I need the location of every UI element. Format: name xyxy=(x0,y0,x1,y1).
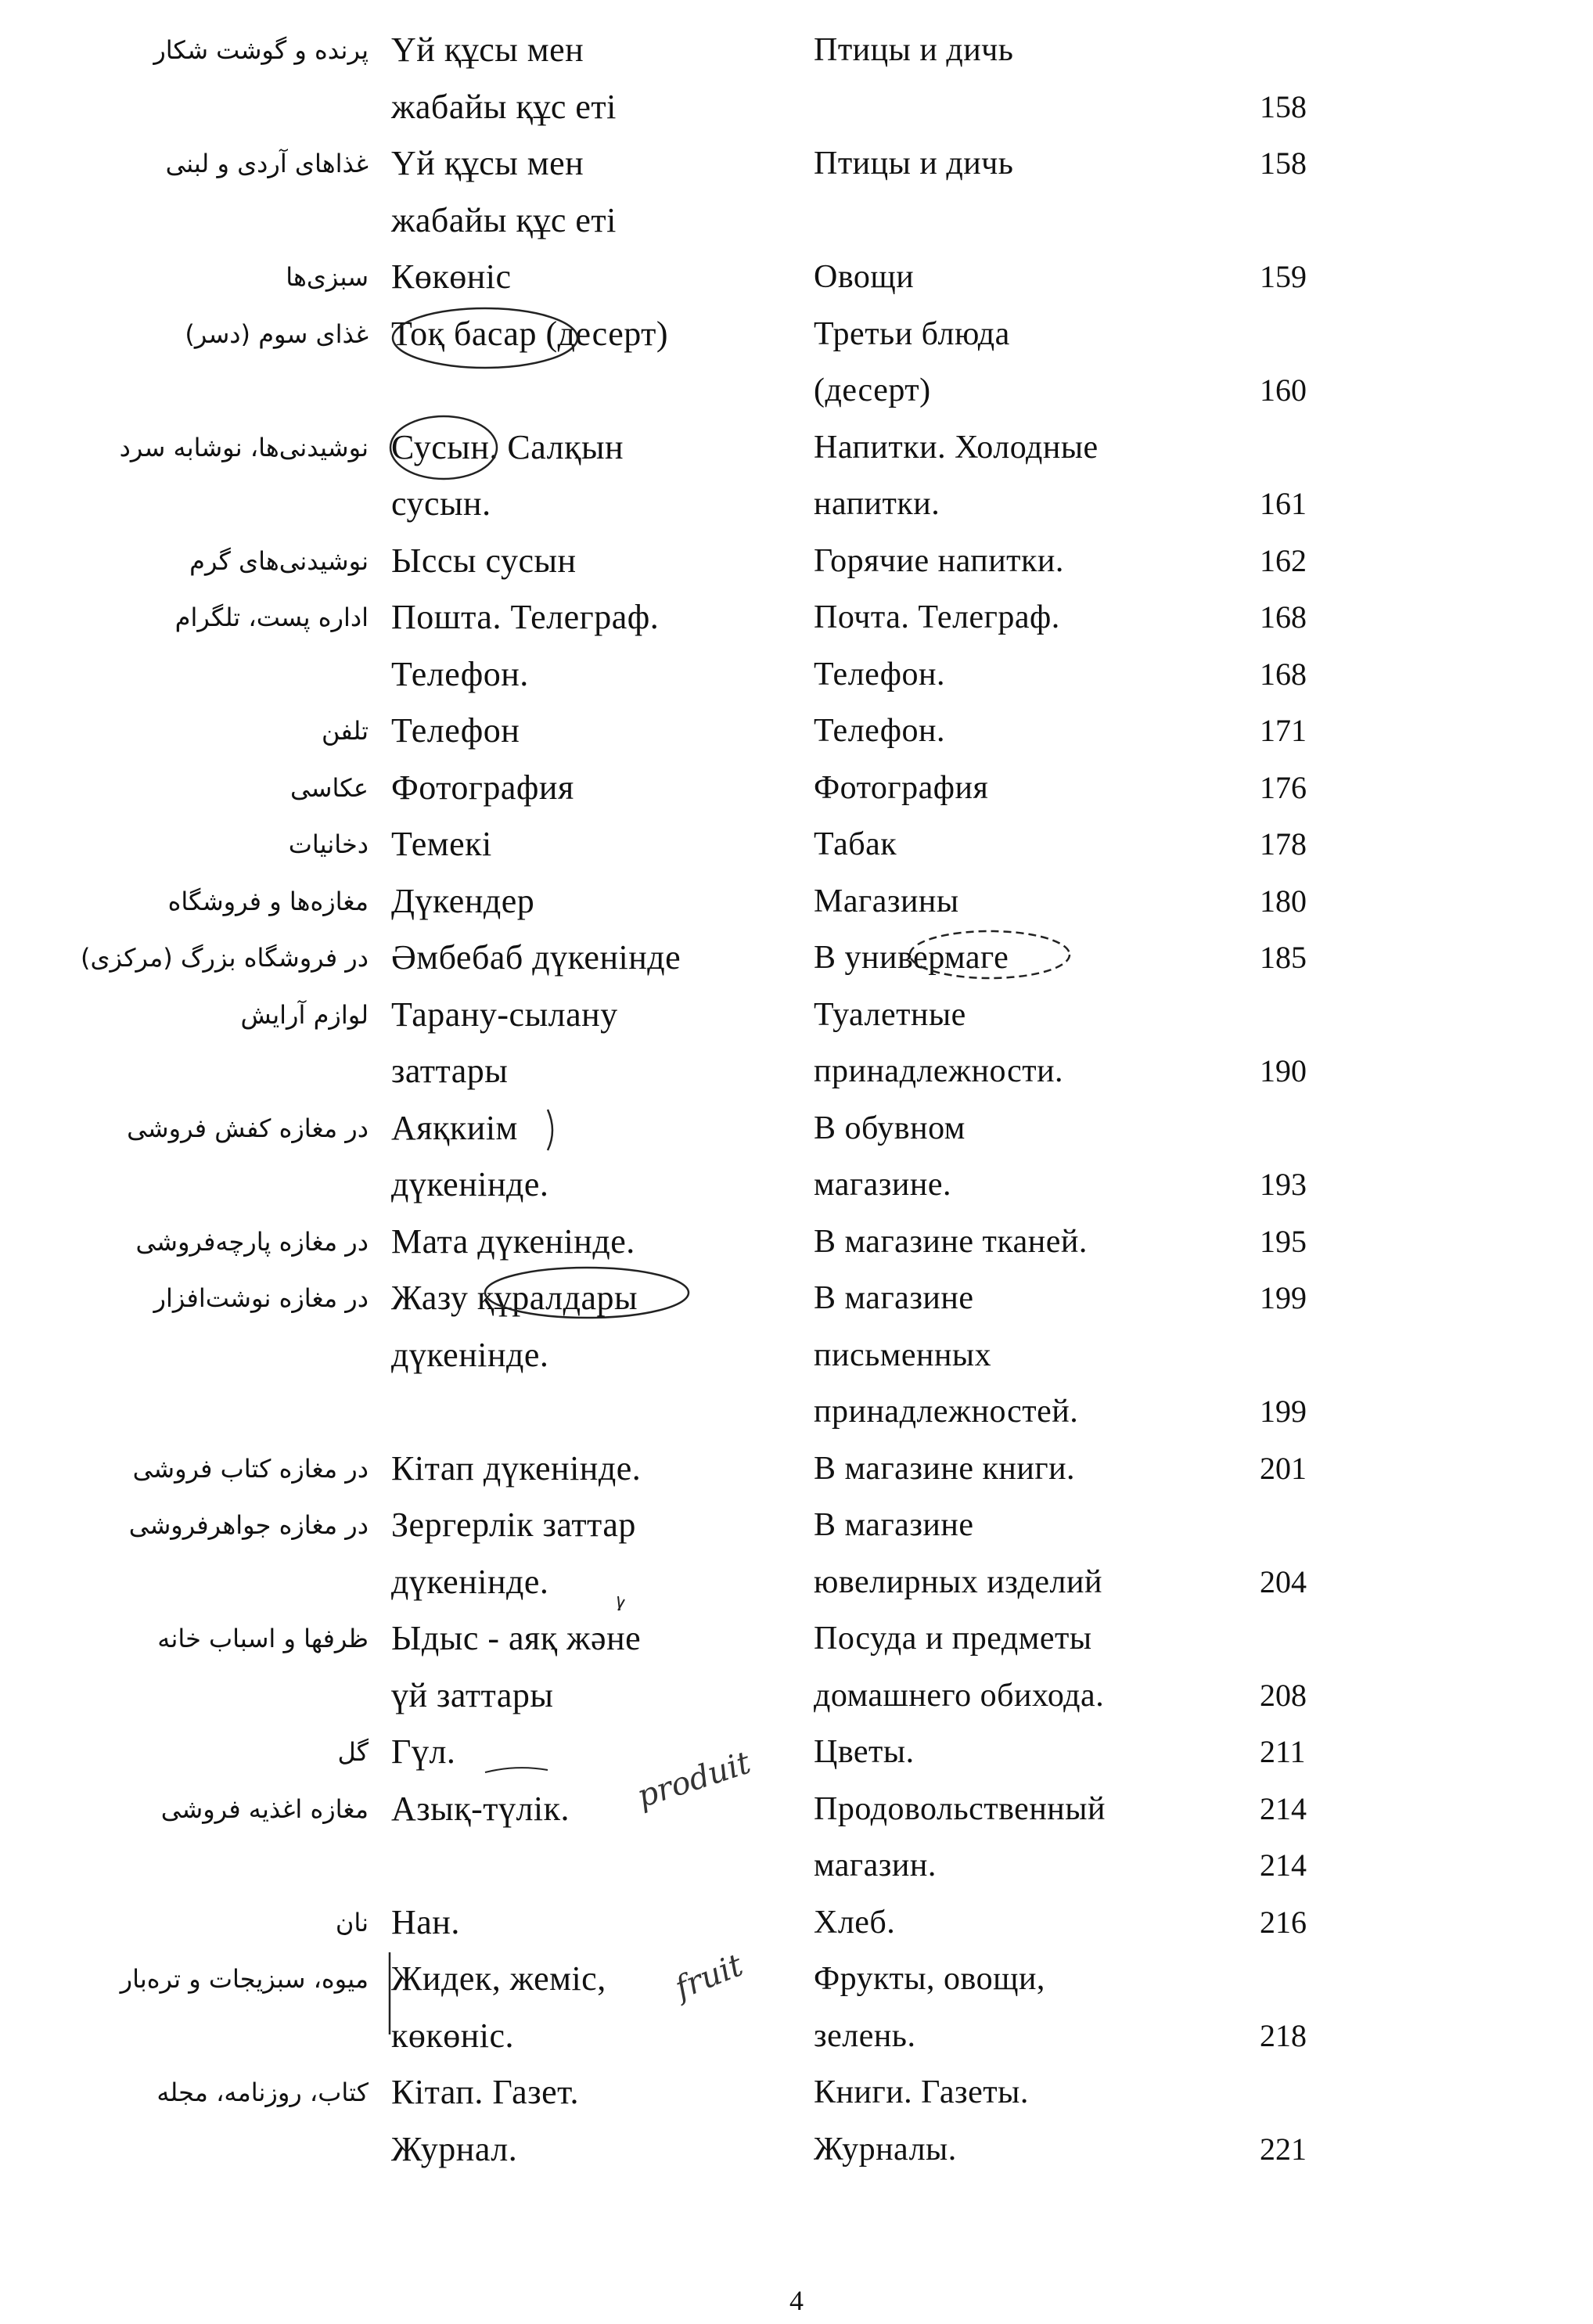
russian-title: зелень. xyxy=(814,2017,916,2054)
russian-title: (десерт) xyxy=(814,372,931,408)
russian-title: Телефон. xyxy=(814,713,946,749)
russian-title: Третьи блюда xyxy=(814,315,1010,352)
russian-title: Туалетные xyxy=(814,996,966,1033)
persian-title: پرنده و گوشت شکار xyxy=(153,35,369,65)
russian-title: Продовольственный xyxy=(814,1790,1106,1827)
page-ref: 199 xyxy=(1260,1280,1307,1315)
russian-title: В магазине xyxy=(814,1507,974,1543)
russian-title: Телефон. xyxy=(814,656,946,693)
circle-mark-univermag xyxy=(910,931,1070,978)
russian-title: Магазины xyxy=(814,883,959,919)
persian-title: در فروشگاه بزرگ (مرکزی) xyxy=(81,943,369,973)
persian-title: در مغازه کتاب فروشی xyxy=(132,1453,369,1484)
russian-title: Хлеб. xyxy=(814,1904,896,1941)
russian-title: Журналы. xyxy=(814,2131,957,2168)
russian-title: магазине. xyxy=(814,1167,951,1203)
page-ref: 185 xyxy=(1260,940,1307,975)
persian-title: در مغازه کفش فروشی xyxy=(127,1113,369,1143)
persian-title: مغازه اغذیه فروشی xyxy=(160,1793,369,1824)
kazakh-title: жабайы құс еті xyxy=(391,200,617,239)
kazakh-title: Нан. xyxy=(391,1902,460,1941)
page-ref: 180 xyxy=(1260,883,1307,919)
kazakh-title: Телефон xyxy=(391,711,520,750)
page-ref: 214 xyxy=(1260,1790,1307,1826)
tick-mark xyxy=(618,1596,624,1610)
kazakh-title: үй заттары xyxy=(391,1675,554,1714)
kazakh-title: Үй құсы мен xyxy=(391,144,584,182)
russian-title: принадлежности. xyxy=(814,1053,1064,1089)
kazakh-title: Мата дүкенінде. xyxy=(391,1221,635,1261)
kazakh-title: Үй құсы мен xyxy=(391,31,584,69)
persian-title: دخانیات xyxy=(288,829,369,859)
persian-title: اداره پست، تلگرام xyxy=(174,603,369,632)
page-ref: 211 xyxy=(1260,1734,1306,1769)
circle-mark-kuraldary xyxy=(485,1268,689,1318)
kazakh-title: Азық-түлік. xyxy=(391,1789,570,1828)
kazakh-title: Кітап. Газет. xyxy=(391,2073,580,2111)
persian-title: در مغازه جواهرفروشی xyxy=(128,1510,369,1540)
persian-title: گل xyxy=(337,1737,369,1767)
page-ref: 195 xyxy=(1260,1223,1307,1259)
russian-title: Фрукты, овощи, xyxy=(814,1961,1045,1997)
page-ref: 218 xyxy=(1260,2017,1307,2053)
kazakh-title: Көкөніс xyxy=(391,257,512,296)
page-ref: 159 xyxy=(1260,259,1307,294)
kazakh-title: Сусын. Салқын xyxy=(391,427,624,466)
russian-title: В магазине xyxy=(814,1280,974,1316)
kazakh-title: Зергерлік заттар xyxy=(391,1506,636,1544)
circle-mark-susyn xyxy=(390,416,497,479)
page-ref: 201 xyxy=(1260,1450,1307,1486)
page-ref: 158 xyxy=(1260,88,1307,124)
page-ref: 193 xyxy=(1260,1167,1307,1202)
persian-title: عکاسی xyxy=(290,772,369,803)
kazakh-title: дүкенінде. xyxy=(391,1165,549,1203)
kazakh-title: Аяқкиім xyxy=(391,1108,518,1147)
handwritten-produit: produit xyxy=(632,1744,755,1815)
page-ref: 171 xyxy=(1260,713,1307,748)
kazakh-title: Темекі xyxy=(391,825,492,863)
russian-title: Табак xyxy=(814,826,897,862)
kazakh-title: Фотография xyxy=(391,768,574,807)
russian-title: В магазине тканей. xyxy=(814,1223,1088,1260)
page-ref: 176 xyxy=(1260,769,1307,805)
russian-title: напитки. xyxy=(814,486,940,522)
persian-title: نوشیدنی‌ها، نوشابه سرد xyxy=(119,432,369,462)
kazakh-title: Тоқ басар (десерт) xyxy=(391,314,669,353)
page-ref: 208 xyxy=(1260,1677,1307,1713)
underline-mark-gul xyxy=(485,1768,548,1772)
russian-title: Фотография xyxy=(814,769,989,806)
page-ref: 168 xyxy=(1260,656,1307,692)
kazakh-title: Телефон. xyxy=(391,654,529,693)
kazakh-title: дүкенінде. xyxy=(391,1562,549,1601)
page-ref: 178 xyxy=(1260,826,1307,862)
russian-title: Почта. Телеграф. xyxy=(814,599,1060,635)
page-ref: 216 xyxy=(1260,1904,1307,1940)
bracket-mark-ayakkiim xyxy=(548,1110,552,1150)
page-ref: 162 xyxy=(1260,542,1307,578)
kazakh-title: Жазу құралдары xyxy=(391,1279,638,1317)
page-ref: 204 xyxy=(1260,1563,1307,1599)
kazakh-title: жабайы құс еті xyxy=(391,87,617,126)
page-ref: 168 xyxy=(1260,599,1307,635)
persian-title: نان xyxy=(335,1907,369,1937)
russian-title: домашнего обихода. xyxy=(814,1677,1105,1714)
page-ref: 214 xyxy=(1260,1847,1307,1883)
persian-title: لوازم آرایش xyxy=(240,999,369,1030)
russian-title: Птицы и дичь xyxy=(814,32,1014,68)
kazakh-title: Жидек, жеміс, xyxy=(391,1959,606,1998)
page-number: 4 xyxy=(789,2285,804,2316)
page-ref: 190 xyxy=(1260,1053,1307,1088)
kazakh-title: Дүкендер xyxy=(391,881,535,920)
kazakh-title: көкөніс. xyxy=(391,2016,515,2055)
persian-title: میوه، سبزیجات و تره‌بار xyxy=(120,1964,369,1994)
handwritten-fruit: fruit xyxy=(670,1947,748,2007)
russian-title: Книги. Газеты. xyxy=(814,2074,1029,2110)
russian-title: Цветы. xyxy=(814,1734,915,1770)
russian-title: письменных xyxy=(814,1336,992,1373)
russian-title: Посуда и предметы xyxy=(814,1621,1092,1657)
page-ref: 161 xyxy=(1260,486,1307,521)
page-ref: 158 xyxy=(1260,146,1307,181)
page-ref: 199 xyxy=(1260,1394,1307,1429)
persian-title: غذای سوم (دسر) xyxy=(185,318,369,349)
russian-title: В универмаге xyxy=(814,940,1009,976)
kazakh-title: Әмбебаб дүкенінде xyxy=(391,938,681,977)
persian-title: مغازه‌ها و فروشگاه xyxy=(167,886,369,916)
kazakh-title: Пошта. Телеграф. xyxy=(391,598,660,636)
kazakh-title: Журнал. xyxy=(391,2129,518,2168)
russian-title: магазин. xyxy=(814,1847,937,1883)
persian-title: نوشیدنی‌های گرم xyxy=(189,545,369,576)
persian-title: تلفن xyxy=(321,716,369,746)
kazakh-title: заттары xyxy=(391,1052,509,1090)
russian-title: В магазине книги. xyxy=(814,1450,1076,1487)
persian-title: در مغازه نوشت‌افزار xyxy=(153,1283,369,1313)
circle-mark-tok-basar xyxy=(393,308,577,368)
persian-title: سبزی‌ها xyxy=(286,262,369,292)
kazakh-title: сусын. xyxy=(391,484,491,523)
kazakh-title: Ыдыс - аяқ және xyxy=(391,1619,642,1657)
persian-title: کتاب، روزنامه، مجله xyxy=(156,2078,369,2107)
page-ref: 160 xyxy=(1260,372,1307,408)
kazakh-title: Гүл. xyxy=(391,1732,456,1771)
russian-title: Напитки. Холодные xyxy=(814,429,1099,466)
russian-title: принадлежностей. xyxy=(814,1394,1079,1430)
russian-title: Горячие напитки. xyxy=(814,542,1064,579)
russian-title: Птицы и дичь xyxy=(814,146,1014,182)
russian-title: В обувном xyxy=(814,1110,966,1146)
kazakh-title: дүкенінде. xyxy=(391,1335,549,1374)
page-ref: 221 xyxy=(1260,2131,1307,2167)
russian-title: Овощи xyxy=(814,259,915,295)
kazakh-title: Кітап дүкенінде. xyxy=(391,1448,642,1488)
kazakh-title: Тарану-сылану xyxy=(391,995,618,1034)
persian-title: در مغازه پارچه‌فروشی xyxy=(135,1226,369,1257)
persian-title: ظرفها و اسباب خانه xyxy=(157,1624,369,1653)
russian-title: ювелирных изделий xyxy=(814,1563,1102,1600)
kazakh-title: Ыссы сусын xyxy=(391,541,577,580)
persian-title: غذاهای آردی و لبنی xyxy=(165,149,369,178)
